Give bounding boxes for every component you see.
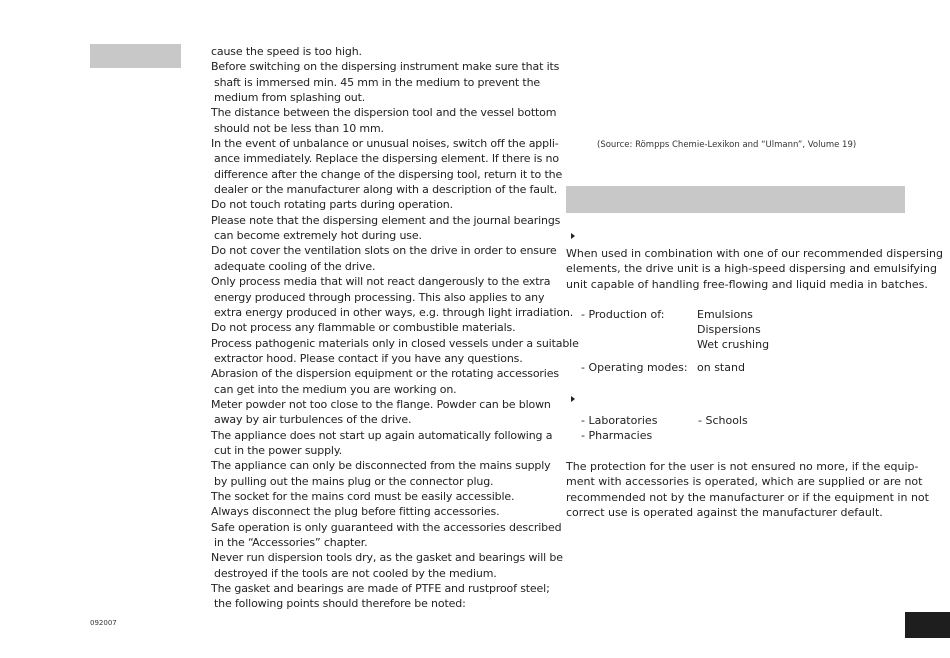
production-item: Wet crushing — [697, 338, 770, 351]
safety-line: by pulling out the mains plug or the connector plug. — [214, 474, 494, 488]
bullet-triangle-icon — [571, 233, 575, 239]
usage-item: - Laboratories — [581, 414, 658, 427]
safety-line: adequate cooling of the drive. — [214, 259, 376, 273]
safety-line: The socket for the mains cord must be easily accessible. — [211, 489, 515, 503]
safety-paragraph — [211, 550, 563, 581]
safety-line: The appliance can only be disconnected from the mains supply — [211, 459, 551, 473]
safety-line: Do not cover the ventilation slots on the drive in order to ensure — [211, 244, 557, 258]
safety-paragraph — [211, 489, 541, 504]
safety-line: The appliance does not start up again automatically following a — [211, 428, 553, 442]
bullet-triangle-icon — [571, 396, 575, 402]
intro-line: unit capable of handling free-flowing and liquid media in batches. — [566, 277, 928, 291]
user-protection-paragraph — [566, 459, 929, 520]
safety-paragraph — [211, 44, 541, 59]
safety-line: away by air turbulences of the drive. — [214, 413, 412, 427]
safety-line: destroyed if the tools are not cooled by the medium. — [214, 566, 497, 580]
usage-item: - Schools — [698, 414, 748, 427]
safety-paragraph — [211, 336, 579, 367]
safety-line: extra energy produced in other ways, e.g. through light irradiation. — [214, 305, 574, 319]
safety-paragraph — [211, 105, 557, 136]
intro-line: elements, the drive unit is a high-speed dispersing and emulsifying — [566, 262, 937, 276]
safety-line: Process pathogenic materials only in closed vessels under a suitable — [211, 336, 579, 350]
safety-instructions-column — [211, 44, 579, 612]
section-heading-bar — [566, 186, 905, 213]
safety-line: can become extremely hot during use. — [214, 229, 422, 243]
safety-line: cause the speed is too high. — [211, 45, 362, 58]
safety-line: In the event of unbalance or unusual noises, switch off the appli- — [211, 137, 559, 151]
safety-line: difference after the change of the dispersing tool, return it to the — [214, 167, 563, 181]
safety-line: medium from splashing out. — [214, 91, 366, 105]
safety-line: shaft is immersed min. 45 mm in the medium to prevent the — [214, 75, 541, 89]
safety-paragraph — [211, 504, 541, 519]
safety-paragraph — [211, 136, 563, 197]
safety-paragraph — [211, 458, 551, 489]
safety-paragraph — [211, 366, 559, 397]
safety-paragraph — [211, 520, 562, 551]
safety-line: Meter powder not too close to the flange. Powder can be blown — [211, 397, 551, 411]
safety-paragraph — [211, 59, 560, 105]
intended-use-paragraph — [566, 246, 943, 292]
production-item: Emulsions — [697, 308, 753, 321]
safety-line: cut in the power supply. — [214, 443, 342, 457]
safety-paragraph — [211, 197, 541, 212]
usage-item: - Pharmacies — [581, 429, 653, 442]
section-tab — [90, 44, 181, 68]
safety-paragraph — [211, 397, 551, 428]
safety-line: Before switching on the dispersing instrument make sure that its — [211, 60, 560, 74]
safety-line: Safe operation is only guaranteed with the accessories described — [211, 520, 562, 534]
protection-line: correct use is operated against the manufacturer default. — [566, 505, 883, 519]
safety-line: Do not process any flammable or combustible materials. — [211, 321, 516, 335]
safety-line: dealer or the manufacturer along with a description of the fault. — [214, 183, 558, 197]
safety-line: Always disconnect the plug before fitting accessories. — [211, 505, 500, 519]
production-label: - Production of: — [581, 308, 665, 321]
protection-line: recommended not by the manufacturer or if the equipment in not — [566, 490, 929, 504]
safety-paragraph — [211, 320, 541, 335]
safety-paragraph — [211, 428, 553, 459]
safety-line: can get into the medium you are working on. — [214, 382, 457, 396]
safety-line: Please note that the dispersing element and the journal bearings — [211, 213, 561, 227]
page-number-tab — [905, 612, 950, 638]
source-citation: (Source: Römpps Chemie-Lexikon and “Ulmann”, Volume 19) — [597, 140, 857, 150]
safety-line: Never run dispersion tools dry, as the gasket and bearings will be — [211, 551, 563, 565]
safety-line: the following points should therefore be noted: — [214, 597, 466, 611]
safety-line: Only process media that will not react dangerously to the extra — [211, 275, 551, 289]
production-item: Dispersions — [697, 323, 761, 336]
safety-line: should not be less than 10 mm. — [214, 121, 384, 135]
operating-modes-label: - Operating modes: — [581, 361, 688, 374]
safety-line: The gasket and bearings are made of PTFE and rustproof steel; — [211, 582, 550, 596]
protection-line: ment with accessories is operated, which are supplied or are not — [566, 475, 923, 489]
safety-paragraph — [211, 581, 550, 612]
safety-paragraph — [211, 213, 561, 244]
safety-paragraph — [211, 243, 557, 274]
protection-line: The protection for the user is not ensured no more, if the equip- — [566, 460, 919, 473]
intro-line: When used in combination with one of our recommended dispersing — [566, 247, 943, 260]
document-code: 092007 — [90, 619, 117, 627]
safety-line: Abrasion of the dispersion equipment or the rotating accessories — [211, 367, 559, 381]
safety-line: Do not touch rotating parts during operation. — [211, 198, 453, 212]
safety-line: energy produced through processing. This also applies to any — [214, 290, 545, 304]
safety-line: in the “Accessories” chapter. — [214, 536, 368, 549]
safety-line: The distance between the dispersion tool and the vessel bottom — [211, 106, 557, 120]
operating-modes-value: on stand — [697, 361, 745, 374]
safety-paragraph — [211, 274, 574, 320]
safety-line: ance immediately. Replace the dispersing element. If there is no — [214, 152, 559, 166]
safety-line: extractor hood. Please contact if you have any questions. — [214, 351, 523, 365]
